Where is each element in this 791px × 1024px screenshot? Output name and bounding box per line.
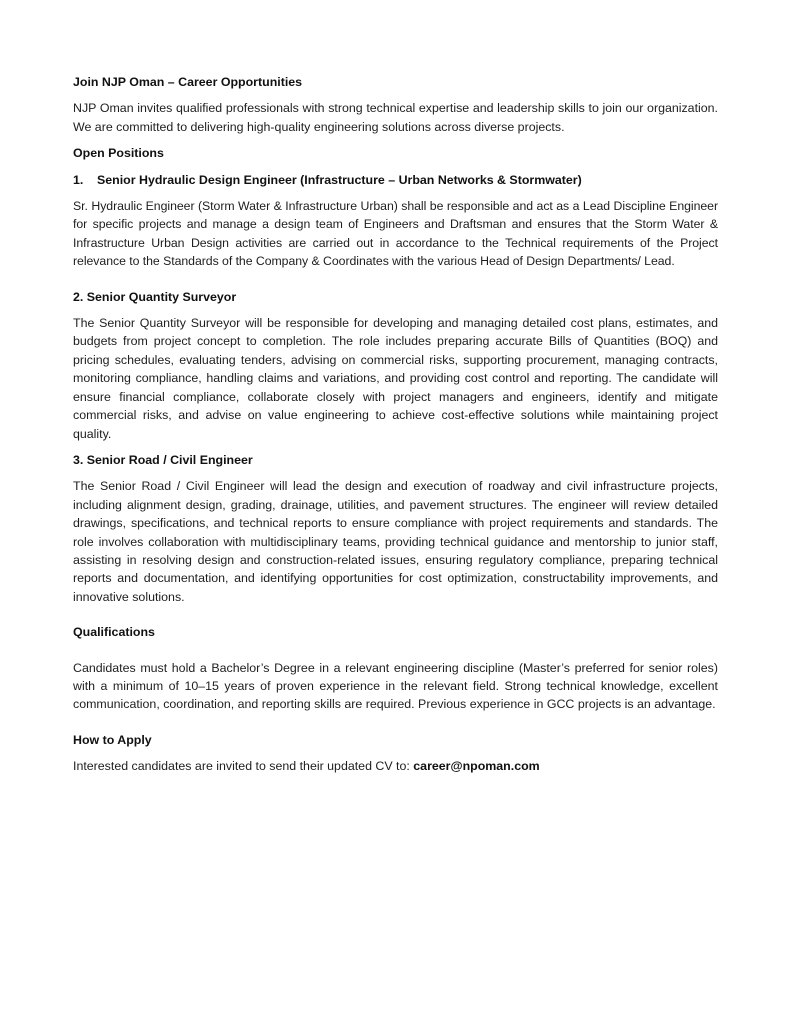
qualifications-heading: Qualifications — [73, 625, 155, 640]
position-1-title: Senior Hydraulic Design Engineer (Infrastructure – Urban Networks & Stormwater) — [97, 172, 582, 187]
document-page — [73, 73, 718, 776]
document-title: Join NJP Oman – Career Opportunities — [73, 75, 303, 89]
open-positions-heading: Open Positions — [73, 146, 164, 161]
position-3-heading: 3. Senior Road / Civil Engineer — [73, 452, 253, 467]
position-3-description: The Senior Road / Civil Engineer will lead the design and execution of roadway and civil infrastructure projects, including alignment design, grading, drainage, utilities, and pavement structures. The engineer will review detailed drawings, specifications, and technical reports to ensure compliance with project requirements and standards. The role involves collaboration with multidisciplinary teams, providing technical guidance and mentorship to junior staff, assisting in resolving design and construction-related issues, ensuring regulatory compliance, preparing technical reports and documentation, and identifying opportunities for cost optimization, constructability improvements, and innovative solutions. — [73, 479, 718, 604]
position-1-heading — [73, 171, 718, 189]
position-2-description: The Senior Quantity Surveyor will be responsible for developing and managing detailed cost plans, estimates, and budgets from project concept to completion. The role includes preparing accurate Bills of Quantities (BOQ) and pricing schedules, evaluating tenders, advising on commercial risks, supporting procurement, managing contracts, monitoring compliance, handling claims and variations, and providing cost control and reporting. The candidate will ensure financial compliance, collaborate closely with project managers and engineers, identify and mitigate commercial risks, and advise on value engineering to achieve cost-effective solutions while maintaining project quality. — [73, 316, 718, 441]
position-1-description: Sr. Hydraulic Engineer (Storm Water & Infrastructure Urban) shall be responsible and act as a Lead Discipline Engineer for specific projects and manage a design team of Engineers and Draftsman and ensures that the Storm Water & Infrastructure Urban Design activities are carried out in accordance to the Technical requirements of the Project relevance to the Standards of the Company & Coordinates with the various Head of Design Departments/ Lead. — [73, 199, 718, 269]
position-2-heading: 2. Senior Quantity Surveyor — [73, 289, 237, 304]
apply-email-link[interactable]: career@npoman.com — [413, 759, 540, 774]
position-1-number: 1. — [73, 172, 84, 187]
qualifications-paragraph: Candidates must hold a Bachelor’s Degree in a relevant engineering discipline (Master’s preferred for senior roles) with a minimum of 10–15 years of proven experience in the relevant field. Strong technical knowledge, excellent communication, coordination, and reporting skills are required. Previous experience in GCC projects is an advantage. — [73, 660, 718, 712]
apply-paragraph — [73, 757, 718, 775]
apply-text: Interested candidates are invited to send their updated CV to: — [73, 759, 414, 774]
intro-paragraph: NJP Oman invites qualified professionals with strong technical expertise and leadership skills to join our organization. We are committed to delivering high-quality engineering solutions across diverse projects. — [73, 101, 718, 134]
how-to-apply-heading: How to Apply — [73, 732, 152, 747]
